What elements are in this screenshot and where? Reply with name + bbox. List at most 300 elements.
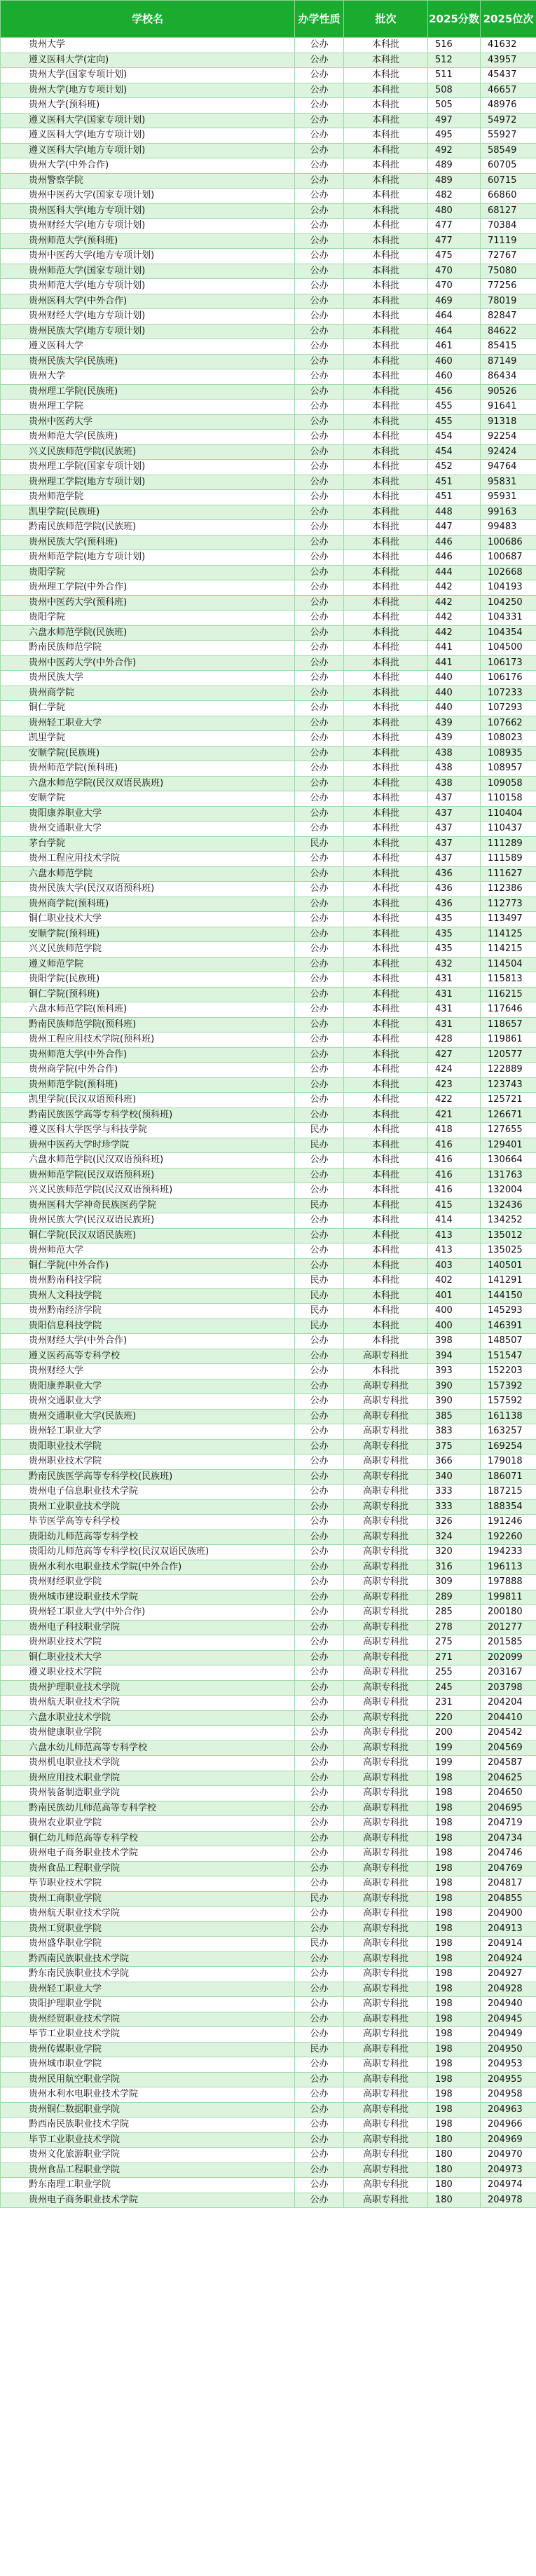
- school-name-cell: 贵州黔南科技学院: [1, 1274, 295, 1289]
- score-cell: 489: [428, 173, 481, 189]
- batch-cell: 本科批: [344, 1258, 428, 1274]
- batch-cell: 高职专科批: [344, 1650, 428, 1665]
- table-row: [1, 2102, 536, 2118]
- school-type-cell: 公办: [295, 1047, 344, 1063]
- batch-cell: 本科批: [344, 595, 428, 611]
- score-cell: 198: [428, 2118, 481, 2133]
- school-name-cell: 贵州城市职业学院: [1, 2057, 295, 2073]
- batch-cell: 高职专科批: [344, 1590, 428, 1605]
- table-row: [1, 1771, 536, 1786]
- school-name-cell: 遵义医药高等专科学校: [1, 1349, 295, 1364]
- table-row: [1, 233, 536, 249]
- school-name-cell: 贵州大学: [1, 38, 295, 53]
- batch-cell: 本科批: [344, 158, 428, 174]
- score-cell: 198: [428, 2057, 481, 2073]
- school-name-cell: 贵州师范大学(地方专项计划): [1, 279, 295, 294]
- batch-cell: 本科批: [344, 294, 428, 309]
- school-name-cell: 贵州民族大学(民汉双语预科班): [1, 882, 295, 897]
- school-name-cell: 遵义医科大学(地方专项计划): [1, 143, 295, 158]
- score-cell: 508: [428, 83, 481, 98]
- batch-cell: 本科批: [344, 128, 428, 144]
- rank-cell: 104500: [481, 641, 536, 656]
- school-name-cell: 贵州工程应用技术学院(预科班): [1, 1033, 295, 1048]
- school-type-cell: 公办: [295, 1545, 344, 1560]
- school-type-cell: 公办: [295, 1605, 344, 1621]
- score-cell: 198: [428, 1801, 481, 1816]
- header-score-2025: 2025分数: [428, 1, 481, 38]
- school-type-cell: 公办: [295, 233, 344, 249]
- batch-cell: 本科批: [344, 98, 428, 114]
- school-type-cell: 公办: [295, 1876, 344, 1892]
- rank-cell: 188354: [481, 1499, 536, 1515]
- school-name-cell: 贵州农业职业学院: [1, 1816, 295, 1832]
- batch-cell: 本科批: [344, 1002, 428, 1018]
- table-row: [1, 655, 536, 671]
- school-name-cell: 茅台学院: [1, 836, 295, 852]
- score-cell: 416: [428, 1153, 481, 1168]
- school-name-cell: 贵阳幼儿师范高等专科学校(民汉双语民族班): [1, 1545, 295, 1560]
- school-name-cell: 六盘水职业技术学院: [1, 1710, 295, 1726]
- table-row: [1, 1213, 536, 1229]
- rank-cell: 132436: [481, 1198, 536, 1213]
- score-cell: 416: [428, 1168, 481, 1183]
- score-cell: 414: [428, 1213, 481, 1229]
- school-type-cell: 公办: [295, 686, 344, 701]
- score-cell: 431: [428, 987, 481, 1002]
- rank-cell: 46657: [481, 83, 536, 98]
- school-type-cell: 公办: [295, 1033, 344, 1048]
- school-name-cell: 贵阳职业技术学院: [1, 1439, 295, 1454]
- score-cell: 505: [428, 98, 481, 114]
- school-type-cell: 民办: [295, 1304, 344, 1319]
- score-cell: 438: [428, 761, 481, 777]
- rank-cell: 45437: [481, 68, 536, 83]
- score-cell: 403: [428, 1258, 481, 1274]
- rank-cell: 71119: [481, 233, 536, 249]
- rank-cell: 84622: [481, 324, 536, 339]
- table-row: [1, 1921, 536, 1937]
- school-name-cell: 贵州中医药大学(预科班): [1, 595, 295, 611]
- school-name-cell: 黔南民族医学高等专科学校(预科班): [1, 1108, 295, 1123]
- school-type-cell: 公办: [295, 1424, 344, 1440]
- rank-cell: 90526: [481, 384, 536, 400]
- batch-cell: 本科批: [344, 625, 428, 641]
- school-type-cell: 公办: [295, 2057, 344, 2073]
- table-row: [1, 1077, 536, 1093]
- batch-cell: 本科批: [344, 987, 428, 1002]
- score-cell: 451: [428, 490, 481, 505]
- score-cell: 180: [428, 2132, 481, 2148]
- batch-cell: 高职专科批: [344, 2148, 428, 2163]
- school-type-cell: 公办: [295, 972, 344, 988]
- table-row: [1, 354, 536, 369]
- batch-cell: 高职专科批: [344, 1439, 428, 1454]
- school-name-cell: 铜仁学院(预科班): [1, 987, 295, 1002]
- score-cell: 437: [428, 852, 481, 867]
- batch-cell: 本科批: [344, 655, 428, 671]
- school-type-cell: 公办: [295, 1921, 344, 1937]
- score-cell: 439: [428, 731, 481, 747]
- school-type-cell: 公办: [295, 1153, 344, 1168]
- school-type-cell: 民办: [295, 1198, 344, 1213]
- table-row: [1, 1635, 536, 1651]
- score-cell: 440: [428, 671, 481, 686]
- batch-cell: 本科批: [344, 686, 428, 701]
- table-row: [1, 972, 536, 988]
- school-name-cell: 贵州师范学院(预科班): [1, 1077, 295, 1093]
- table-row: [1, 942, 536, 958]
- rank-cell: 204914: [481, 1937, 536, 1952]
- batch-cell: 本科批: [344, 1108, 428, 1123]
- school-type-cell: 公办: [295, 550, 344, 566]
- batch-cell: 高职专科批: [344, 1846, 428, 1862]
- rank-cell: 92424: [481, 444, 536, 460]
- school-type-cell: 公办: [295, 1469, 344, 1485]
- school-name-cell: 遵义师范学院: [1, 957, 295, 972]
- batch-cell: 本科批: [344, 143, 428, 158]
- batch-cell: 本科批: [344, 324, 428, 339]
- school-name-cell: 贵州健康职业学院: [1, 1726, 295, 1741]
- table-row: [1, 1304, 536, 1319]
- table-row: [1, 761, 536, 777]
- school-name-cell: 贵阳学院: [1, 611, 295, 626]
- score-cell: 198: [428, 1967, 481, 1982]
- score-cell: 385: [428, 1409, 481, 1424]
- batch-cell: 本科批: [344, 1063, 428, 1078]
- school-name-cell: 贵州轻工职业大学: [1, 716, 295, 731]
- school-type-cell: 公办: [295, 1696, 344, 1711]
- table-row: [1, 1183, 536, 1199]
- table-row: [1, 1258, 536, 1274]
- batch-cell: 本科批: [344, 611, 428, 626]
- table-row: [1, 595, 536, 611]
- score-cell: 422: [428, 1093, 481, 1108]
- table-row: [1, 1047, 536, 1063]
- score-cell: 470: [428, 279, 481, 294]
- batch-cell: 本科批: [344, 1017, 428, 1033]
- rank-cell: 92254: [481, 430, 536, 445]
- rank-cell: 200180: [481, 1605, 536, 1621]
- score-cell: 432: [428, 957, 481, 972]
- score-cell: 438: [428, 776, 481, 791]
- school-type-cell: 公办: [295, 1108, 344, 1123]
- rank-cell: 126671: [481, 1108, 536, 1123]
- school-name-cell: 贵州职业技术学院: [1, 1454, 295, 1470]
- school-type-cell: 公办: [295, 791, 344, 807]
- score-cell: 390: [428, 1379, 481, 1394]
- rank-cell: 112386: [481, 882, 536, 897]
- school-name-cell: 六盘水师范学院(民汉双语预科班): [1, 1153, 295, 1168]
- table-row: [1, 2087, 536, 2103]
- batch-cell: 高职专科批: [344, 1394, 428, 1410]
- batch-cell: 本科批: [344, 173, 428, 189]
- table-row: [1, 1680, 536, 1696]
- batch-cell: 高职专科批: [344, 1891, 428, 1907]
- score-cell: 492: [428, 143, 481, 158]
- batch-cell: 本科批: [344, 68, 428, 83]
- table-row: [1, 460, 536, 475]
- rank-cell: 204955: [481, 2072, 536, 2087]
- rank-cell: 131763: [481, 1168, 536, 1183]
- table-row: [1, 173, 536, 189]
- rank-cell: 204970: [481, 2148, 536, 2163]
- batch-cell: 本科批: [344, 1183, 428, 1199]
- batch-cell: 高职专科批: [344, 2012, 428, 2027]
- rank-cell: 163257: [481, 1424, 536, 1440]
- school-type-cell: 公办: [295, 761, 344, 777]
- school-name-cell: 贵州民族大学(地方专项计划): [1, 324, 295, 339]
- table-row: [1, 1138, 536, 1153]
- school-type-cell: 公办: [295, 731, 344, 747]
- school-name-cell: 黔南民族医学高等专科学校(民族班): [1, 1469, 295, 1485]
- school-name-cell: 六盘水师范学院(民族班): [1, 625, 295, 641]
- rank-cell: 109058: [481, 776, 536, 791]
- school-name-cell: 贵州城市建设职业技术学院: [1, 1590, 295, 1605]
- score-cell: 511: [428, 68, 481, 83]
- batch-cell: 本科批: [344, 701, 428, 716]
- batch-cell: 本科批: [344, 866, 428, 882]
- school-type-cell: 公办: [295, 595, 344, 611]
- school-name-cell: 毕节工业职业技术学院: [1, 2132, 295, 2148]
- table-row: [1, 791, 536, 807]
- school-type-cell: 公办: [295, 173, 344, 189]
- rank-cell: 204410: [481, 1710, 536, 1726]
- batch-cell: 本科批: [344, 203, 428, 219]
- school-type-cell: 公办: [295, 2087, 344, 2103]
- score-cell: 366: [428, 1454, 481, 1470]
- score-cell: 464: [428, 324, 481, 339]
- rank-cell: 95931: [481, 490, 536, 505]
- batch-cell: 高职专科批: [344, 1907, 428, 1922]
- school-name-cell: 黔南民族师范学院(民族班): [1, 520, 295, 536]
- rank-cell: 204953: [481, 2057, 536, 2073]
- score-cell: 402: [428, 1274, 481, 1289]
- score-cell: 482: [428, 189, 481, 204]
- score-cell: 415: [428, 1198, 481, 1213]
- score-cell: 454: [428, 430, 481, 445]
- batch-cell: 本科批: [344, 942, 428, 958]
- rank-cell: 204973: [481, 2162, 536, 2178]
- score-cell: 446: [428, 550, 481, 566]
- rank-cell: 111589: [481, 852, 536, 867]
- table-row: [1, 1334, 536, 1349]
- school-type-cell: 公办: [295, 1740, 344, 1756]
- batch-cell: 本科批: [344, 972, 428, 988]
- batch-cell: 高职专科批: [344, 2132, 428, 2148]
- school-name-cell: 黔南民族师范学院: [1, 641, 295, 656]
- score-cell: 444: [428, 565, 481, 580]
- school-type-cell: 公办: [295, 414, 344, 430]
- table-row: [1, 1394, 536, 1410]
- rank-cell: 85415: [481, 339, 536, 355]
- batch-cell: 高职专科批: [344, 2072, 428, 2087]
- school-name-cell: 贵州装备制造职业学院: [1, 1786, 295, 1801]
- rank-cell: 204949: [481, 2027, 536, 2043]
- batch-cell: 本科批: [344, 414, 428, 430]
- school-name-cell: 贵州师范大学(民族班): [1, 430, 295, 445]
- rank-cell: 100686: [481, 535, 536, 550]
- table-row: [1, 219, 536, 234]
- rank-cell: 43957: [481, 53, 536, 68]
- table-row: [1, 580, 536, 596]
- school-type-cell: 公办: [295, 279, 344, 294]
- school-name-cell: 遵义医科大学(定向): [1, 53, 295, 68]
- school-type-cell: 公办: [295, 1529, 344, 1545]
- batch-cell: 本科批: [344, 279, 428, 294]
- school-name-cell: 贵州职业技术学院: [1, 1635, 295, 1651]
- school-name-cell: 六盘水师范学院: [1, 866, 295, 882]
- score-cell: 460: [428, 369, 481, 385]
- batch-cell: 高职专科批: [344, 1515, 428, 1530]
- batch-cell: 本科批: [344, 249, 428, 264]
- batch-cell: 本科批: [344, 369, 428, 385]
- batch-cell: 本科批: [344, 1138, 428, 1153]
- table-row: [1, 279, 536, 294]
- table-row: [1, 1515, 536, 1530]
- batch-cell: 本科批: [344, 490, 428, 505]
- score-cell: 497: [428, 113, 481, 128]
- rank-cell: 204924: [481, 1951, 536, 1967]
- school-type-cell: 公办: [295, 655, 344, 671]
- score-cell: 271: [428, 1650, 481, 1665]
- school-name-cell: 遵义职业技术学院: [1, 1665, 295, 1681]
- batch-cell: 本科批: [344, 1288, 428, 1304]
- score-cell: 180: [428, 2162, 481, 2178]
- score-cell: 495: [428, 128, 481, 144]
- batch-cell: 本科批: [344, 1123, 428, 1138]
- score-cell: 477: [428, 233, 481, 249]
- school-name-cell: 贵州食品工程职业学院: [1, 2162, 295, 2178]
- school-name-cell: 贵州师范大学(国家专项计划): [1, 264, 295, 279]
- score-cell: 393: [428, 1364, 481, 1379]
- school-name-cell: 兴义民族师范学院(民汉双语预科班): [1, 1183, 295, 1199]
- school-type-cell: 公办: [295, 1967, 344, 1982]
- rank-cell: 141291: [481, 1274, 536, 1289]
- rank-cell: 204913: [481, 1921, 536, 1937]
- rank-cell: 122889: [481, 1063, 536, 1078]
- school-name-cell: 铜仁学院: [1, 701, 295, 716]
- table-row: [1, 550, 536, 566]
- school-type-cell: 公办: [295, 1334, 344, 1349]
- batch-cell: 高职专科批: [344, 1710, 428, 1726]
- rank-cell: 111289: [481, 836, 536, 852]
- table-row: [1, 897, 536, 912]
- batch-cell: 本科批: [344, 339, 428, 355]
- school-type-cell: 公办: [295, 1093, 344, 1108]
- score-cell: 455: [428, 400, 481, 415]
- rank-cell: 95831: [481, 475, 536, 490]
- school-name-cell: 贵州师范学院(民汉双语预科班): [1, 1168, 295, 1183]
- school-name-cell: 贵州传媒职业学院: [1, 2042, 295, 2057]
- rank-cell: 60705: [481, 158, 536, 174]
- rank-cell: 179018: [481, 1454, 536, 1470]
- table-row: [1, 641, 536, 656]
- school-name-cell: 贵州轻工职业大学: [1, 1424, 295, 1440]
- school-name-cell: 贵州人文科技学院: [1, 1288, 295, 1304]
- table-row: [1, 128, 536, 144]
- school-name-cell: 贵州文化旅游职业学院: [1, 2148, 295, 2163]
- school-type-cell: 公办: [295, 203, 344, 219]
- school-name-cell: 贵州中医药大学: [1, 414, 295, 430]
- score-cell: 375: [428, 1439, 481, 1454]
- rank-cell: 58549: [481, 143, 536, 158]
- school-name-cell: 贵阳护理职业学院: [1, 1997, 295, 2012]
- score-cell: 413: [428, 1228, 481, 1243]
- batch-cell: 本科批: [344, 38, 428, 53]
- school-type-cell: 公办: [295, 2027, 344, 2043]
- school-name-cell: 贵州盛华职业学院: [1, 1937, 295, 1952]
- table-row: [1, 1997, 536, 2012]
- table-row: [1, 2132, 536, 2148]
- table-row: [1, 1349, 536, 1364]
- batch-cell: 高职专科批: [344, 1529, 428, 1545]
- school-type-cell: 公办: [295, 38, 344, 53]
- batch-cell: 本科批: [344, 912, 428, 927]
- rank-cell: 108957: [481, 761, 536, 777]
- rank-cell: 130664: [481, 1153, 536, 1168]
- batch-cell: 高职专科批: [344, 1756, 428, 1771]
- score-cell: 198: [428, 2042, 481, 2057]
- table-row: [1, 430, 536, 445]
- score-cell: 464: [428, 309, 481, 325]
- table-row: [1, 38, 536, 53]
- table-row: [1, 324, 536, 339]
- table-row: [1, 1274, 536, 1289]
- table-row: [1, 987, 536, 1002]
- table-row: [1, 1816, 536, 1832]
- school-type-cell: 公办: [295, 716, 344, 731]
- school-type-cell: 公办: [295, 1349, 344, 1364]
- rank-cell: 204569: [481, 1740, 536, 1756]
- table-row: [1, 836, 536, 852]
- school-name-cell: 贵州财经大学(地方专项计划): [1, 219, 295, 234]
- school-type-cell: 公办: [295, 822, 344, 837]
- school-type-cell: 公办: [295, 1409, 344, 1424]
- table-row: [1, 1951, 536, 1967]
- rank-cell: 48976: [481, 98, 536, 114]
- school-name-cell: 兴义民族师范学院: [1, 942, 295, 958]
- school-name-cell: 铜仁学院(民汉双语民族班): [1, 1228, 295, 1243]
- school-type-cell: 公办: [295, 1801, 344, 1816]
- school-type-cell: 公办: [295, 957, 344, 972]
- rank-cell: 204625: [481, 1771, 536, 1786]
- school-type-cell: 公办: [295, 535, 344, 550]
- table-row: [1, 264, 536, 279]
- table-row: [1, 1696, 536, 1711]
- school-name-cell: 铜仁学院(中外合作): [1, 1258, 295, 1274]
- school-name-cell: 贵州工商职业学院: [1, 1891, 295, 1907]
- school-name-cell: 贵州航天职业技术学院: [1, 1696, 295, 1711]
- score-cell: 333: [428, 1485, 481, 1500]
- batch-cell: 高职专科批: [344, 2118, 428, 2133]
- rank-cell: 204945: [481, 2012, 536, 2027]
- school-type-cell: 公办: [295, 671, 344, 686]
- table-row: [1, 68, 536, 83]
- table-row: [1, 1454, 536, 1470]
- batch-cell: 高职专科批: [344, 1424, 428, 1440]
- score-cell: 416: [428, 1138, 481, 1153]
- school-name-cell: 遵义医科大学(国家专项计划): [1, 113, 295, 128]
- table-row: [1, 1937, 536, 1952]
- school-name-cell: 凯里学院: [1, 731, 295, 747]
- school-name-cell: 贵州电子商务职业技术学院: [1, 2193, 295, 2208]
- school-type-cell: 公办: [295, 444, 344, 460]
- school-name-cell: 兴义民族师范学院(民族班): [1, 444, 295, 460]
- rank-cell: 72767: [481, 249, 536, 264]
- rank-cell: 204927: [481, 1967, 536, 1982]
- batch-cell: 高职专科批: [344, 1635, 428, 1651]
- batch-cell: 本科批: [344, 897, 428, 912]
